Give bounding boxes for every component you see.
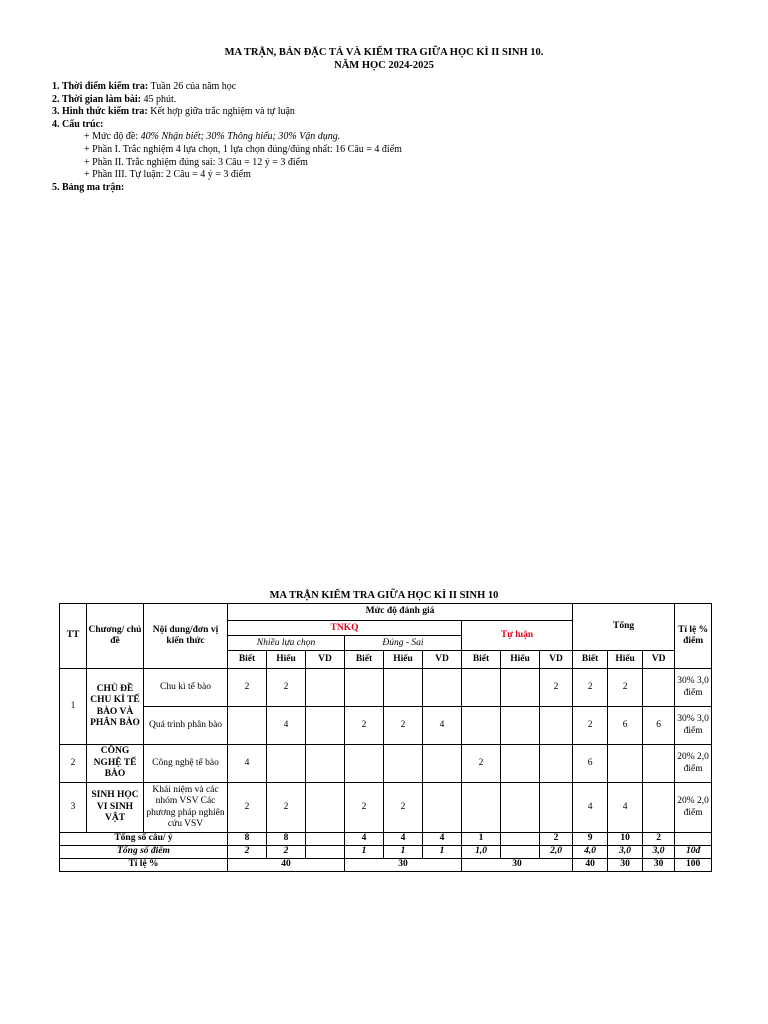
table-row	[60, 707, 712, 745]
header-hieu: Hiểu	[608, 651, 643, 669]
cell-value: 3,0	[643, 846, 675, 859]
cell-value: 2	[573, 669, 608, 707]
cell-value	[643, 669, 675, 707]
cell-value: 2	[267, 846, 306, 859]
header-tt: TT	[60, 604, 87, 669]
cell-value: 6	[573, 745, 608, 783]
structure-part3: + Phần III. Tự luận: 2 Câu = 4 ý = 3 điểm	[84, 169, 251, 181]
ratio-cell	[675, 833, 712, 846]
cell-value	[228, 707, 267, 745]
cell-value: 1	[462, 833, 501, 846]
header-multiple-choice: Nhiều lựa chọn	[228, 636, 345, 650]
header-vd: VD	[423, 651, 462, 669]
cell-value	[306, 833, 345, 846]
cell-value: 2	[228, 783, 267, 833]
cell-value: 4	[608, 783, 643, 833]
cell-value	[306, 707, 345, 745]
sum-questions-row	[60, 833, 712, 846]
cell-value: 2	[228, 669, 267, 707]
percent-multiple-choice: 40	[228, 859, 345, 872]
percent-true-false: 30	[345, 859, 462, 872]
header-hieu: Hiểu	[501, 651, 540, 669]
info-value: 45 phút.	[140, 93, 177, 105]
sum-points-row	[60, 846, 712, 859]
cell-value: 2	[540, 669, 573, 707]
cell-value	[643, 745, 675, 783]
header-true-false: Đúng - Sai	[382, 637, 424, 648]
cell-value	[423, 669, 462, 707]
cell-value: 2	[462, 745, 501, 783]
structure-ratio-label: + Mức độ đề:	[84, 131, 141, 143]
cell-value: 4	[384, 833, 423, 846]
cell-value: 2	[267, 783, 306, 833]
cell-value	[462, 783, 501, 833]
cell-value: 6	[608, 707, 643, 745]
cell-value: 1	[345, 846, 384, 859]
document-title	[0, 46, 768, 72]
percent-row	[60, 859, 712, 872]
document-title-line1: MA TRẬN, BẢN ĐẶC TẢ VÀ KIỂM TRA GIỮA HỌC KÌ II SINH 10.	[224, 47, 544, 58]
info-item-matrix	[52, 182, 402, 195]
cell-value	[306, 783, 345, 833]
cell-value	[306, 846, 345, 859]
header-level: Mức độ đánh giá	[228, 604, 573, 621]
cell-value	[608, 745, 643, 783]
exam-info	[52, 81, 402, 194]
structure-ratio	[52, 131, 402, 144]
cell-value: 9	[573, 833, 608, 846]
ratio-cell: 20% 2,0 điểm	[675, 783, 712, 833]
matrix-title: MA TRẬN KIỂM TRA GIỮA HỌC KÌ II SINH 10	[269, 590, 499, 601]
percent-vd: 30	[643, 859, 675, 872]
sum-questions-label: Tổng số câu/ ý	[60, 833, 228, 846]
header-chapter: Chương/ chủ đề	[87, 604, 144, 669]
cell-value	[501, 833, 540, 846]
info-label: 3. Hình thức kiểm tra:	[52, 106, 148, 118]
cell-value: 2	[267, 669, 306, 707]
cell-value: 2	[384, 783, 423, 833]
info-label: 4. Cấu trúc:	[52, 118, 104, 130]
header-vd: VD	[643, 651, 675, 669]
header-vd: VD	[306, 651, 345, 669]
percent-hieu: 30	[608, 859, 643, 872]
header-biet: Biết	[345, 651, 384, 669]
cell-value	[501, 783, 540, 833]
cell-value	[306, 745, 345, 783]
cell-value	[540, 783, 573, 833]
cell-value: 4	[267, 707, 306, 745]
cell-value: 2	[573, 707, 608, 745]
percent-total: 100	[675, 859, 712, 872]
topic-number: 3	[60, 783, 87, 833]
cell-value	[345, 669, 384, 707]
cell-value	[306, 669, 345, 707]
cell-value	[384, 669, 423, 707]
cell-value: 2	[643, 833, 675, 846]
header-hieu: Hiểu	[267, 651, 306, 669]
cell-value	[462, 669, 501, 707]
header-tnkq: TNKQ	[228, 622, 461, 636]
cell-value: 6	[643, 707, 675, 745]
cell-value	[267, 745, 306, 783]
cell-value	[384, 745, 423, 783]
cell-value: 4,0	[573, 846, 608, 859]
percent-biet: 40	[573, 859, 608, 872]
content-unit: Quá trình phân bào	[144, 707, 228, 745]
info-label: 2. Thời gian làm bài:	[52, 93, 141, 105]
content-unit: Công nghệ tế bào	[144, 745, 228, 783]
cell-value	[501, 669, 540, 707]
content-unit: Chu kì tế bào	[144, 669, 228, 707]
table-row	[60, 745, 712, 783]
ratio-cell: 30% 3,0 điểm	[675, 707, 712, 745]
cell-value: 2,0	[540, 846, 573, 859]
content-unit: Khái niệm và các nhóm VSV Các phương pháp nghiên cứu VSV	[144, 783, 228, 833]
cell-value: 8	[228, 833, 267, 846]
cell-value: 2	[345, 783, 384, 833]
cell-value: 1	[384, 846, 423, 859]
header-content: Nội dung/đơn vị kiến thức	[144, 604, 228, 669]
cell-value: 4	[345, 833, 384, 846]
cell-value: 8	[267, 833, 306, 846]
ratio-cell: 30% 3,0 điểm	[675, 669, 712, 707]
header-row-1	[60, 604, 712, 621]
table-row	[60, 783, 712, 833]
info-value: Kết hợp giữa trắc nghiệm và tự luận	[147, 106, 295, 118]
cell-value: 4	[228, 745, 267, 783]
cell-value	[501, 707, 540, 745]
cell-value: 4	[423, 833, 462, 846]
cell-value: 2	[608, 669, 643, 707]
info-label: 1. Thời điểm kiểm tra:	[52, 81, 149, 92]
cell-value: 10	[608, 833, 643, 846]
cell-value: 2	[540, 833, 573, 846]
info-value: Tuần 26 của năm học	[148, 81, 237, 92]
header-ratio: Tỉ lệ % điểm	[675, 604, 712, 669]
cell-value	[423, 783, 462, 833]
ratio-cell: 10đ	[675, 846, 712, 859]
cell-value: 3,0	[608, 846, 643, 859]
info-item-duration	[52, 94, 402, 107]
cell-value	[462, 707, 501, 745]
header-hieu: Hiểu	[384, 651, 423, 669]
header-essay: Tự luận	[462, 621, 573, 651]
header-tnkq-group	[228, 621, 462, 651]
topic-number: 2	[60, 745, 87, 783]
sum-points-label: Tổng số điểm	[60, 846, 228, 859]
header-biet: Biết	[228, 651, 267, 669]
topic-name: SINH HỌC VI SINH VẬT	[87, 783, 144, 833]
cell-value: 4	[423, 707, 462, 745]
header-biet: Biết	[573, 651, 608, 669]
header-biet: Biết	[462, 651, 501, 669]
percent-label: Tỉ lệ %	[60, 859, 228, 872]
structure-part1: + Phần I. Trắc nghiệm 4 lựa chọn, 1 lựa chọn đúng/đúng nhất: 16 Câu = 4 điểm	[84, 143, 402, 155]
cell-value: 1,0	[462, 846, 501, 859]
cell-value	[643, 783, 675, 833]
header-vd: VD	[540, 651, 573, 669]
percent-essay: 30	[462, 859, 573, 872]
cell-value	[501, 846, 540, 859]
topic-name: CÔNG NGHỆ TẾ BÀO	[87, 745, 144, 783]
cell-value	[345, 745, 384, 783]
topic-number: 1	[60, 669, 87, 745]
cell-value	[540, 707, 573, 745]
cell-value	[540, 745, 573, 783]
cell-value: 1	[423, 846, 462, 859]
info-item-structure	[52, 119, 402, 132]
document-title-line2: NĂM HỌC 2024-2025	[334, 60, 434, 71]
topic-name: CHỦ ĐỀ CHU KÌ TẾ BÀO VÀ PHÂN BÀO	[87, 669, 144, 745]
cell-value: 2	[384, 707, 423, 745]
structure-ratio-value: 40% Nhận biết; 30% Thông hiểu; 30% Vận dụng.	[140, 131, 341, 143]
cell-value: 4	[573, 783, 608, 833]
cell-value: 2	[345, 707, 384, 745]
cell-value	[423, 745, 462, 783]
info-item-time	[52, 81, 402, 94]
assessment-matrix-table	[59, 603, 712, 872]
table-row	[60, 669, 712, 707]
cell-value: 2	[228, 846, 267, 859]
header-total: Tổng	[573, 604, 675, 651]
structure-part2: + Phần II. Trắc nghiệm đúng sai: 3 Câu = 12 ý = 3 điểm	[84, 156, 308, 168]
cell-value	[501, 745, 540, 783]
info-item-format	[52, 106, 402, 119]
ratio-cell: 20% 2,0 điểm	[675, 745, 712, 783]
header-tnkq-types	[228, 636, 461, 650]
info-label: 5. Bảng ma trận:	[52, 181, 125, 193]
